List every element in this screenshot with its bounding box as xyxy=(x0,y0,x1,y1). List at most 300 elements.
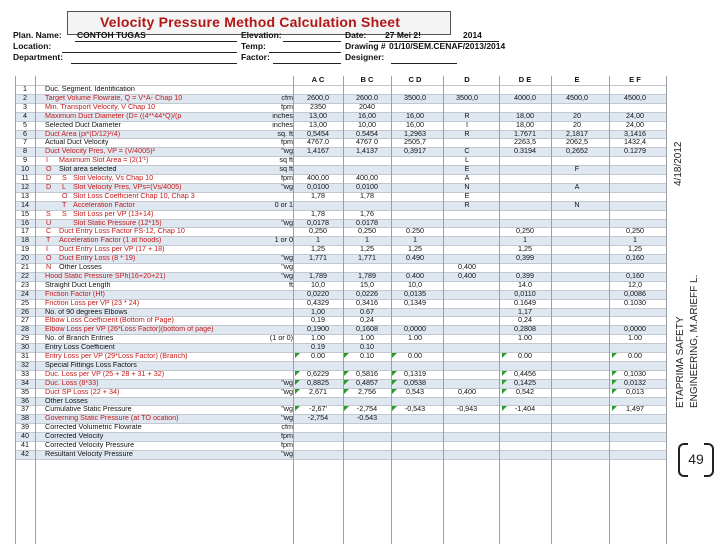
row-label: Duct Area (pi*(D/12)²/4) xyxy=(45,128,121,138)
cell-g: 1,497 xyxy=(626,404,644,414)
cell-a: 13,00 xyxy=(309,119,327,129)
cell-f xyxy=(553,210,601,219)
cell-e xyxy=(501,183,549,192)
row-divider xyxy=(15,263,667,264)
cell-a: 0,1900 xyxy=(307,324,329,334)
comment-marker-icon xyxy=(344,353,349,358)
row-divider xyxy=(15,201,667,202)
row-number: 9 xyxy=(23,155,27,165)
cell-e: 0,24 xyxy=(518,315,532,325)
row-number: 5 xyxy=(23,119,27,129)
cell-e: 1,17 xyxy=(518,306,532,316)
calculation-sheet xyxy=(7,4,664,540)
row-divider xyxy=(15,343,667,344)
row-divider xyxy=(15,432,667,433)
row-divider xyxy=(15,138,667,139)
cell-e xyxy=(501,201,549,210)
row-label: Corrected Volumetric Flowrate xyxy=(45,422,142,432)
row-number: 39 xyxy=(21,422,29,432)
factor-line xyxy=(273,63,341,64)
row-divider xyxy=(15,379,667,380)
cell-f: 20 xyxy=(573,110,581,120)
column-divider xyxy=(293,76,294,544)
row-number: 3 xyxy=(23,101,27,111)
section-letter: T xyxy=(46,235,51,245)
cell-a: 0,0100 xyxy=(307,181,329,191)
cell-f xyxy=(553,414,601,423)
cell-c xyxy=(391,156,439,165)
cell-e: 14.0 xyxy=(518,279,532,289)
cell-c xyxy=(391,441,439,450)
row-label: Corrected Velocity xyxy=(45,431,104,441)
column-divider xyxy=(666,76,667,544)
cell-d: 3500,0 xyxy=(456,92,478,102)
row-divider xyxy=(15,397,667,398)
row-number: 34 xyxy=(21,377,29,387)
cell-f: A xyxy=(574,181,580,191)
cell-f xyxy=(553,423,601,432)
cell-f xyxy=(553,219,601,228)
row-number: 14 xyxy=(21,199,29,209)
row-unit: "wg xyxy=(281,413,293,423)
row-divider xyxy=(15,121,667,122)
cell-d: -0,943 xyxy=(456,404,478,414)
row-number: 12 xyxy=(21,181,29,191)
cell-b: 2,756 xyxy=(358,386,376,396)
cell-d xyxy=(443,334,491,343)
cell-e xyxy=(501,414,549,423)
cell-e xyxy=(501,432,549,441)
table-row xyxy=(15,423,667,432)
cell-d xyxy=(443,281,491,290)
cell-c: 1.00 xyxy=(408,333,422,343)
row-unit: sq ft xyxy=(279,164,293,174)
footer-company: ETAPRIMA SAFETY xyxy=(675,316,686,408)
cell-f xyxy=(553,290,601,299)
cell-b: 0,250 xyxy=(358,226,376,236)
row-unit: fpm xyxy=(281,431,293,441)
cell-b xyxy=(343,423,391,432)
cell-b: 0,0226 xyxy=(356,288,378,298)
row-label: Duc. Loss per VP (25 + 28 + 31 + 32) xyxy=(45,368,165,378)
row-divider xyxy=(15,459,667,460)
cell-a: 1,00 xyxy=(311,306,325,316)
row-unit: "wg xyxy=(281,386,293,396)
section-letter: S xyxy=(46,208,51,218)
cell-e: 1 xyxy=(523,235,527,245)
section-letter: D xyxy=(46,173,52,182)
cell-a: 1.00 xyxy=(311,333,325,343)
row-label: Maximum Slot Area = (2(1'¹) xyxy=(59,155,149,165)
row-divider xyxy=(15,183,667,184)
row-unit xyxy=(263,316,293,325)
column-header-f: E xyxy=(574,75,580,84)
row-label: Entry Loss per VP (29*Loss Factor) (Branch) xyxy=(45,351,188,360)
cell-g: 1 xyxy=(633,235,637,245)
row-number: 42 xyxy=(21,448,29,458)
cell-g: 3,1416 xyxy=(624,128,646,138)
row-number: 19 xyxy=(21,244,29,254)
cell-d xyxy=(443,227,491,236)
section-letter: I xyxy=(46,155,48,165)
cell-d: R xyxy=(464,128,470,138)
row-divider xyxy=(15,414,667,415)
cell-f xyxy=(553,263,601,272)
row-label: Elbow Loss Coefficient (Bottom of Page) xyxy=(45,315,174,325)
row-unit: fpm xyxy=(281,101,293,111)
row-unit: 0 or 1 xyxy=(274,199,293,209)
cell-e: 0,399 xyxy=(516,253,534,263)
column-divider xyxy=(15,76,16,544)
cell-d: R xyxy=(464,110,470,120)
row-number: 16 xyxy=(21,217,29,227)
cell-a: 1,789 xyxy=(309,270,327,280)
cell-e: 0.00 xyxy=(518,351,532,360)
row-number: 6 xyxy=(23,128,27,138)
row-number: 38 xyxy=(21,413,29,423)
row-label: Duct Entry Loss per VP (17 + 18) xyxy=(59,244,165,254)
comment-marker-icon xyxy=(295,380,300,385)
row-number: 29 xyxy=(21,333,29,343)
cell-a: 0,0178 xyxy=(307,217,329,227)
cell-e: 1.00 xyxy=(518,333,532,343)
cell-g: 0,013 xyxy=(626,386,644,396)
cell-c: 0.250 xyxy=(406,226,424,236)
footer-date: 4/18/2012 xyxy=(673,141,684,186)
cell-f xyxy=(553,379,601,388)
row-divider xyxy=(15,147,667,148)
cell-e xyxy=(501,441,549,450)
cell-c xyxy=(391,174,439,183)
cell-g: 0,0000 xyxy=(624,324,646,334)
cell-a xyxy=(294,156,342,165)
cell-c: 0,3917 xyxy=(404,146,426,156)
cell-d xyxy=(443,441,491,450)
row-divider xyxy=(15,352,667,353)
cell-b: 0.10 xyxy=(360,351,374,360)
row-divider xyxy=(15,112,667,113)
comment-marker-icon xyxy=(612,406,617,411)
cell-g: 4500,0 xyxy=(624,92,646,102)
row-label: Other Losses xyxy=(45,395,88,405)
cell-a: 0,0220 xyxy=(307,288,329,298)
row-label: No. of 90 degrees Elbows xyxy=(45,306,128,316)
comment-marker-icon xyxy=(295,371,300,376)
row-number: 7 xyxy=(23,137,27,147)
cell-b: -0.543 xyxy=(356,413,378,423)
row-divider xyxy=(15,405,667,406)
row-divider xyxy=(15,192,667,193)
row-number: 11 xyxy=(21,173,29,182)
cell-b: 1 xyxy=(365,235,369,245)
row-divider xyxy=(15,325,667,326)
cell-d xyxy=(443,325,491,334)
row-label: No. of Branch Entries xyxy=(45,333,114,343)
column-divider xyxy=(343,76,344,544)
cell-f xyxy=(553,281,601,290)
cell-e: 0,4456 xyxy=(514,368,536,378)
cell-g: 0,0132 xyxy=(624,377,646,387)
row-number: 35 xyxy=(21,386,29,396)
cell-c: 3500,0 xyxy=(404,92,426,102)
row-divider xyxy=(15,210,667,211)
cell-a: 1,78 xyxy=(311,190,325,200)
row-number: 18 xyxy=(21,235,29,245)
cell-f: N xyxy=(574,199,580,209)
cell-e xyxy=(501,210,549,219)
row-label: Slot Velocity, Vs Chap 10 xyxy=(73,173,154,182)
cell-b: -2,754 xyxy=(356,404,378,414)
row-number: 22 xyxy=(21,270,29,280)
row-label: Duct Entry Loss (8 * 19) xyxy=(59,253,136,263)
row-divider xyxy=(15,290,667,291)
cell-c: -0,543 xyxy=(404,404,426,414)
row-number: 37 xyxy=(21,404,29,414)
cell-c: 0,0135 xyxy=(404,288,426,298)
cell-f xyxy=(553,299,601,308)
cell-d: R xyxy=(464,199,470,209)
cell-c: 10,0 xyxy=(408,279,422,289)
row-unit: 1 or 0 xyxy=(274,235,293,245)
cell-f: 4500,0 xyxy=(566,92,588,102)
comment-marker-icon xyxy=(392,406,397,411)
cell-a: 0,19 xyxy=(311,315,325,325)
row-label: Hood Static Pressure SPh(16+20+21) xyxy=(45,270,166,280)
cell-a: 1,4167 xyxy=(307,146,329,156)
comment-marker-icon xyxy=(612,353,617,358)
cell-a: 2,671 xyxy=(309,386,327,396)
cell-d xyxy=(443,245,491,254)
section-letter: I xyxy=(46,244,48,254)
cell-g: 1.00 xyxy=(628,333,642,343)
cell-a: -2,67' xyxy=(309,404,327,414)
cell-f xyxy=(553,334,601,343)
cell-b: 15,0 xyxy=(360,279,374,289)
comment-marker-icon xyxy=(344,380,349,385)
elevation-line xyxy=(283,41,341,42)
section-letter: O xyxy=(46,164,52,174)
drawing-label: Drawing # xyxy=(345,41,386,51)
row-number: 23 xyxy=(21,279,29,289)
row-label: Entry Loss Coefficient xyxy=(45,342,115,352)
cell-c: 0,0538 xyxy=(404,377,426,387)
row-label: Governing Static Pressure (at TO ocation) xyxy=(45,413,179,423)
row-label: Slot area selected xyxy=(59,164,117,174)
row-label: Slot Velocity Pres, VPs=(Vs/4005) xyxy=(73,181,182,191)
row-number: 2 xyxy=(23,92,27,102)
cell-a: 400,00 xyxy=(307,173,329,182)
row-unit: sq. ft xyxy=(277,128,293,138)
cell-a: 2600,0 xyxy=(307,92,329,102)
plan-name-value: CONTOH TUGAS xyxy=(77,30,146,40)
row-label: Other Losses xyxy=(59,262,102,271)
date-value: 27 Mei 2! xyxy=(385,30,421,40)
cell-b xyxy=(343,156,391,165)
row-divider xyxy=(15,441,667,442)
row-divider xyxy=(15,174,667,175)
comment-marker-icon xyxy=(612,380,617,385)
cell-c xyxy=(391,450,439,459)
row-unit: "wg xyxy=(281,146,293,156)
cell-a: 1,25 xyxy=(311,244,325,254)
cell-c xyxy=(391,414,439,423)
cell-d xyxy=(443,370,491,379)
cell-g: 0.1279 xyxy=(624,146,646,156)
row-divider xyxy=(15,272,667,273)
row-unit: sq ft xyxy=(279,155,293,165)
row-number: 27 xyxy=(21,315,29,325)
column-header-b: B C xyxy=(360,75,374,84)
row-label: Cumulative Static Pressure xyxy=(45,404,132,414)
column-divider xyxy=(609,76,610,544)
cell-a: 0,6229 xyxy=(307,368,329,378)
row-label: Corrected Velocity Pressure xyxy=(45,440,135,449)
year-value: 2014 xyxy=(463,30,482,40)
cell-b: 0,4857 xyxy=(356,377,378,387)
row-unit: "wg xyxy=(281,404,293,414)
comment-marker-icon xyxy=(392,389,397,394)
cell-e xyxy=(501,174,549,183)
cell-a: 0,5454 xyxy=(307,128,329,138)
row-unit: fpm xyxy=(281,173,293,182)
cell-a: -2,754 xyxy=(307,413,329,423)
row-label: Resultant Velocity Pressure xyxy=(45,448,133,458)
cell-c: 16,00 xyxy=(406,110,424,120)
table-row xyxy=(15,388,667,397)
cell-b: 1,78 xyxy=(360,190,374,200)
cell-c xyxy=(391,432,439,441)
cell-f xyxy=(553,272,601,281)
column-divider xyxy=(551,76,552,544)
cell-d xyxy=(443,308,491,317)
row-divider xyxy=(15,130,667,131)
row-unit: "wg xyxy=(281,253,293,263)
comment-marker-icon xyxy=(344,406,349,411)
cell-d: E xyxy=(464,164,470,174)
cell-c: 2505,7 xyxy=(404,137,426,147)
temp-line xyxy=(269,52,341,53)
row-divider xyxy=(15,156,667,157)
cell-g xyxy=(611,156,659,165)
row-number: 40 xyxy=(21,431,29,441)
cell-f xyxy=(553,397,601,406)
cell-b: 0,1608 xyxy=(356,324,378,334)
cell-g: 24,00 xyxy=(626,110,644,120)
drawing-value: 01/10/SEM.CENAF/2013/2014 xyxy=(389,41,506,51)
cell-f xyxy=(553,370,601,379)
cell-f xyxy=(553,308,601,317)
cell-b: 0,24 xyxy=(360,315,374,325)
column-header-a: A C xyxy=(311,75,325,84)
comment-marker-icon xyxy=(392,380,397,385)
cell-b: 1,4137 xyxy=(356,146,378,156)
comment-marker-icon xyxy=(392,353,397,358)
comment-marker-icon xyxy=(502,380,507,385)
cell-b: 0.0178 xyxy=(356,217,378,227)
cell-b: 2040 xyxy=(359,101,375,111)
row-unit: "wg xyxy=(281,377,293,387)
row-divider xyxy=(15,219,667,220)
row-label: Duct Velocity Pres, VP = (V/4005)² xyxy=(45,146,155,156)
cell-g xyxy=(611,441,659,450)
cell-e xyxy=(501,192,549,201)
row-number: 30 xyxy=(21,342,29,352)
cell-c xyxy=(391,165,439,174)
row-number: 33 xyxy=(21,368,29,378)
row-divider xyxy=(15,254,667,255)
comment-marker-icon xyxy=(295,406,300,411)
cell-c: 0.400 xyxy=(406,270,424,280)
cell-b: 10,00 xyxy=(358,119,376,129)
cell-d xyxy=(443,423,491,432)
row-number: 21 xyxy=(21,262,29,271)
row-label: Friction Loss per VP (23 * 24) xyxy=(45,297,140,307)
row-unit: "wg xyxy=(281,181,293,191)
cell-e: 0,399 xyxy=(516,270,534,280)
cell-d: A xyxy=(464,173,470,182)
cell-c xyxy=(391,308,439,317)
cell-f xyxy=(553,245,601,254)
row-number: 28 xyxy=(21,324,29,334)
cell-d: L xyxy=(465,155,469,165)
row-label: Selected Duct Diameter xyxy=(45,119,121,129)
row-divider xyxy=(15,370,667,371)
cell-e: 0,0110 xyxy=(514,288,536,298)
cell-c xyxy=(391,210,439,219)
cell-f: 20 xyxy=(573,119,581,129)
cell-e xyxy=(501,423,549,432)
subsection-letter: T xyxy=(62,199,67,209)
section-letter: C xyxy=(46,226,52,236)
cell-d xyxy=(443,236,491,245)
table-row xyxy=(15,254,667,263)
cell-d xyxy=(443,316,491,325)
temp-label: Temp: xyxy=(241,41,266,51)
comment-marker-icon xyxy=(502,406,507,411)
row-label: Special Fittings Loss Factors xyxy=(45,359,137,369)
table-row xyxy=(15,450,667,459)
column-divider xyxy=(443,76,444,544)
row-unit xyxy=(263,290,293,299)
column-header-e: D E xyxy=(518,75,532,84)
cell-a: 10,0 xyxy=(311,279,325,289)
row-label: Duct Entry Loss Factor FS-12, Chap 10 xyxy=(59,226,185,236)
cell-f xyxy=(553,254,601,263)
cell-a xyxy=(294,432,342,441)
cell-d xyxy=(443,343,491,352)
comment-marker-icon xyxy=(344,389,349,394)
cell-e: -1,404 xyxy=(514,404,536,414)
row-label: Duc. Segment. Identification xyxy=(45,84,135,93)
row-unit: fpm xyxy=(281,137,293,147)
comment-marker-icon xyxy=(502,371,507,376)
cell-e: 1,25 xyxy=(518,244,532,254)
cell-e: 0,542 xyxy=(516,386,534,396)
section-letter: D xyxy=(46,181,52,191)
row-unit: (1 or 0) xyxy=(269,333,293,343)
cell-b: 0.10 xyxy=(360,342,374,352)
cell-g: 12,0 xyxy=(628,279,642,289)
cell-f xyxy=(553,352,601,361)
cell-g xyxy=(611,210,659,219)
comment-marker-icon xyxy=(502,353,507,358)
cell-e xyxy=(501,156,549,165)
row-unit: ft xyxy=(289,279,293,289)
row-divider xyxy=(15,165,667,166)
row-label: Straight Duct Length xyxy=(45,279,111,289)
row-label: Friction Factor (Hf) xyxy=(45,288,105,298)
cell-a: 2350 xyxy=(310,101,326,111)
